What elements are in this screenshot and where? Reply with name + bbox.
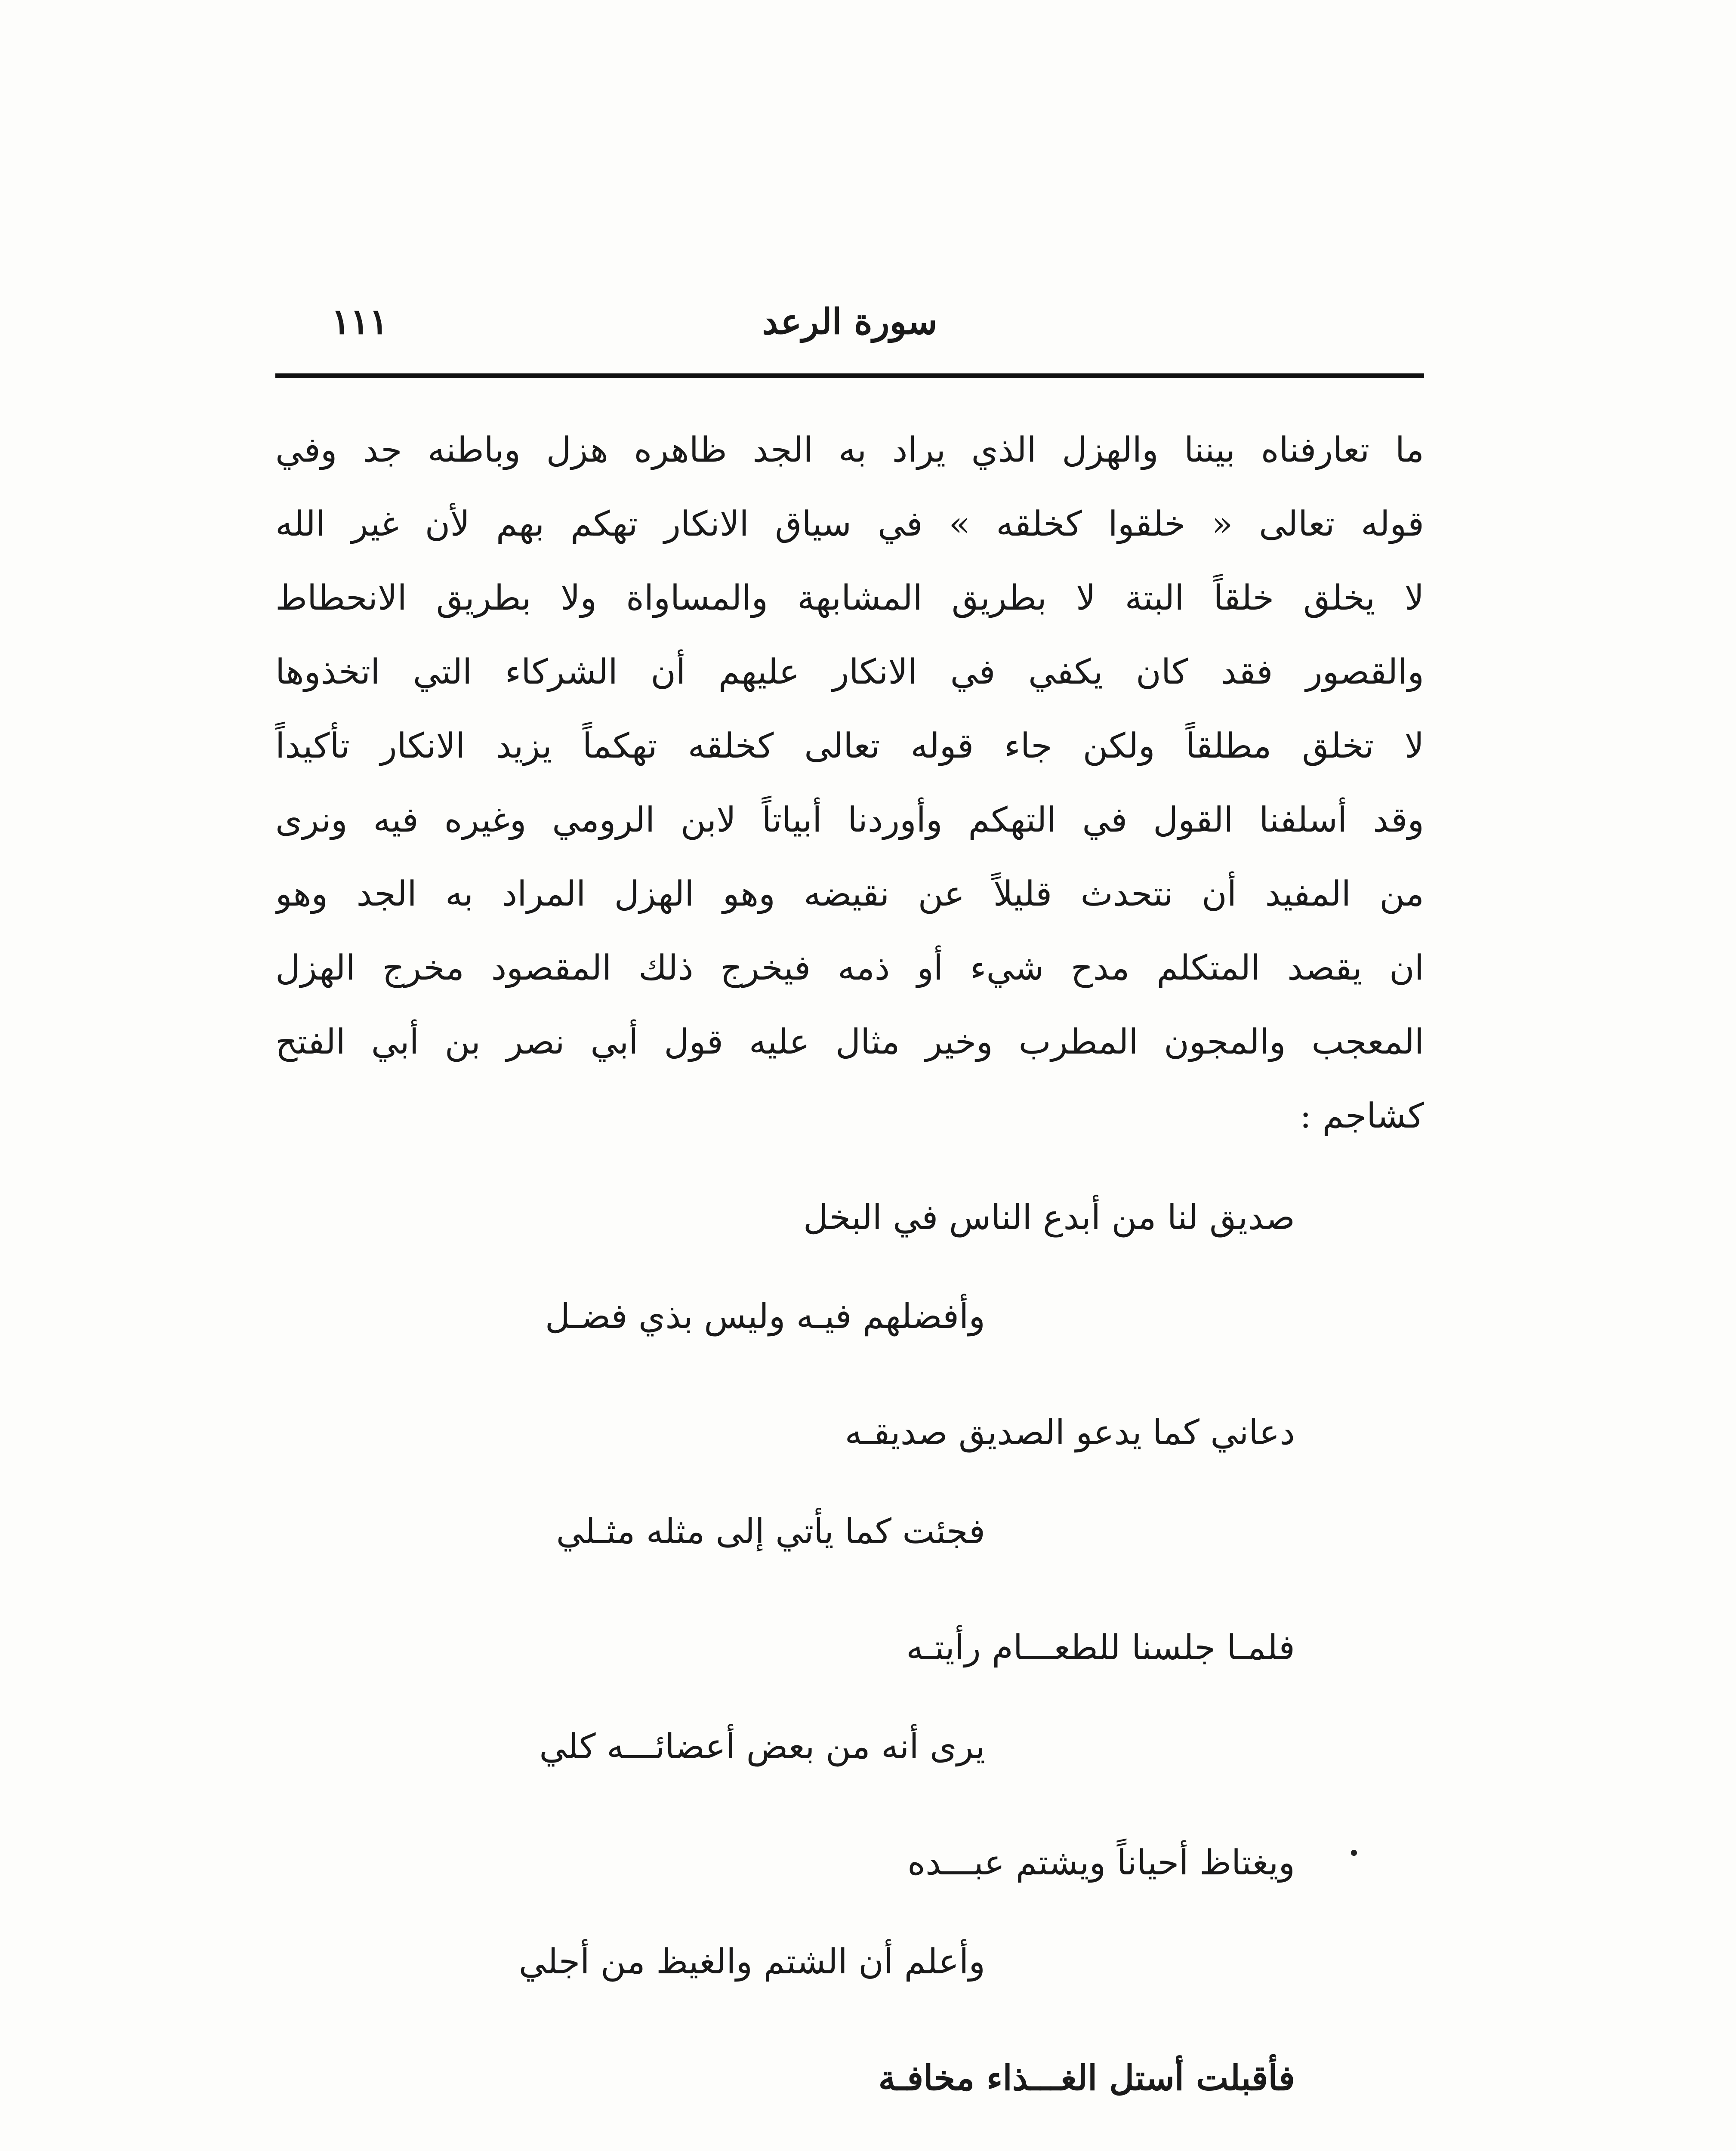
prose-paragraph [275,413,1424,1153]
text-line: ما تعارفناه بيننا والهزل الذي يراد به الجد ظاهره هزل وباطنه جد وفي [275,430,1424,470]
poem-verse-second-half: يرى أنه من بعض أعضائـــه كلي [539,1726,985,1766]
text-line: من المفيد أن نتحدث قليلاً عن نقيضه وهو الهزل المراد به الجد وهو [275,874,1424,914]
text-line: ان يقصد المتكلم مدح شيء أو ذمه فيخرج ذلك المقصود مخرج الهزل [275,948,1424,988]
poem-verse-second-half: فجئت كما يأتي إلى مثله مثـلي [556,1511,985,1551]
ink-speck [1351,1850,1357,1856]
page-number: ١١١ [331,301,389,342]
text-line: والقصور فقد كان يكفي في الانكار عليهم أن الشركاء التي اتخذوها [275,652,1424,692]
text-line: قوله تعالى « خلقوا كخلقه » في سياق الانكار تهكم بهم لأن غير الله [275,504,1424,544]
text-line: وقد أسلفنا القول في التهكم وأوردنا أبياتاً لابن الرومي وغيره فيه ونرى [275,800,1424,840]
poem-verse-second-half: وأعلم أن الشتم والغيظ من أجلي [518,1941,985,1982]
poem-verse-first-half: فأقبلت أستل الغـــذاء مخافـة [878,2058,1295,2098]
poem-block [275,1166,1424,2151]
chapter-title: سورة الرعد [762,301,937,342]
poem-verse-first-half: دعاني كما يدعو الصديق صديقـه [845,1412,1295,1452]
header-rule [275,373,1424,378]
poem-verse-first-half: ويغتاظ أحياناً ويشتم عبـــده [907,1843,1295,1883]
text-line: كشاجم : [1300,1096,1424,1136]
poem-verse-first-half: صديق لنا من أبدع الناس في البخل [803,1197,1295,1237]
running-header [275,301,1424,357]
text-line: لا تخلق مطلقاً ولكن جاء قوله تعالى كخلقه تهكماً يزيد الانكار تأكيداً [275,726,1424,766]
poem-verse-second-half: وأفضلهم فيـه وليس بذي فضـل [545,1296,985,1336]
text-line: المعجب والمجون المطرب وخير مثال عليه قول أبي نصر بن أبي الفتح [275,1022,1424,1062]
text-line: لا يخلق خلقاً البتة لا بطريق المشابهة والمساواة ولا بطريق الانحطاط [275,578,1424,618]
poem-verse-first-half: فلمـا جلسنا للطعـــام رأيتـه [906,1627,1295,1667]
